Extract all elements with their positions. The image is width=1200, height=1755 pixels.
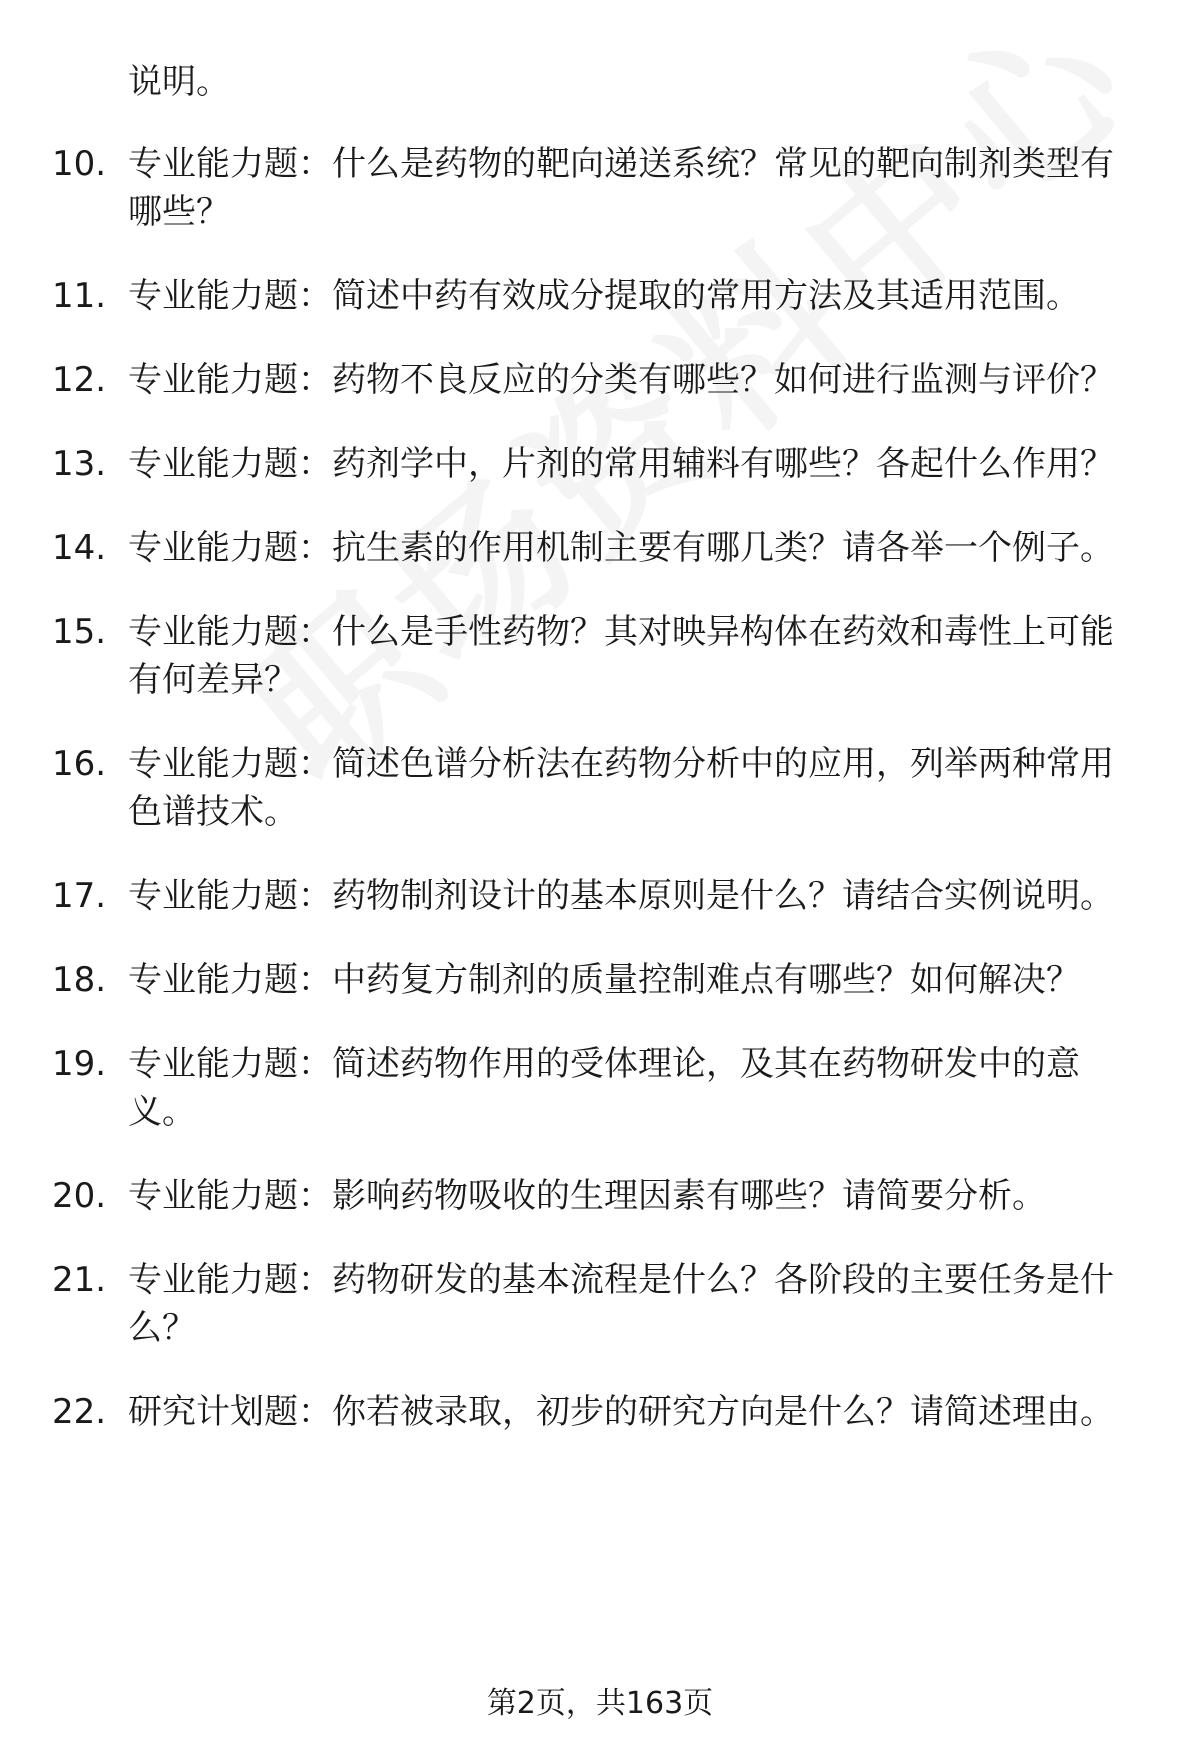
question-item bbox=[0, 1040, 1200, 1136]
question-number: 10. bbox=[52, 144, 107, 184]
question-text: 专业能力题：抗生素的作用机制主要有哪几类？请各举一个例子。 bbox=[128, 528, 1114, 568]
question-number: 21. bbox=[52, 1260, 107, 1300]
question-number: 22. bbox=[52, 1392, 107, 1432]
question-item bbox=[0, 956, 1200, 1004]
question-number: 15. bbox=[52, 612, 107, 652]
question-item bbox=[0, 272, 1200, 320]
question-number: 17. bbox=[52, 876, 107, 916]
question-item bbox=[0, 440, 1200, 488]
question-text: 研究计划题：你若被录取，初步的研究方向是什么？请简述理由。 bbox=[128, 1392, 1114, 1432]
question-item bbox=[0, 524, 1200, 572]
question-number: 14. bbox=[52, 528, 107, 568]
question-text: 专业能力题：药物不良反应的分类有哪些？如何进行监测与评价？ bbox=[128, 360, 1114, 400]
question-item bbox=[0, 740, 1200, 836]
question-number: 11. bbox=[52, 276, 107, 316]
question-item bbox=[0, 872, 1200, 920]
question-text: 专业能力题：简述中药有效成分提取的常用方法及其适用范围。 bbox=[128, 276, 1080, 316]
question-text: 专业能力题：什么是手性药物？其对映异构体在药效和毒性上可能有何差异？ bbox=[128, 612, 1114, 700]
question-text: 专业能力题：中药复方制剂的质量控制难点有哪些？如何解决？ bbox=[128, 960, 1080, 1000]
question-item bbox=[0, 1388, 1200, 1436]
continuation-text: 说明。 bbox=[128, 62, 230, 102]
question-text: 专业能力题：药剂学中，片剂的常用辅料有哪些？各起什么作用？ bbox=[128, 444, 1114, 484]
question-text: 专业能力题：药物研发的基本流程是什么？各阶段的主要任务是什么？ bbox=[128, 1260, 1114, 1348]
question-item bbox=[0, 140, 1200, 236]
question-item bbox=[0, 356, 1200, 404]
question-text: 专业能力题：什么是药物的靶向递送系统？常见的靶向制剂类型有哪些？ bbox=[128, 144, 1114, 232]
question-number: 19. bbox=[52, 1044, 107, 1084]
question-item bbox=[0, 608, 1200, 704]
question-text: 专业能力题：药物制剂设计的基本原则是什么？请结合实例说明。 bbox=[128, 876, 1114, 916]
question-text: 专业能力题：简述药物作用的受体理论，及其在药物研发中的意义。 bbox=[128, 1044, 1080, 1132]
question-number: 18. bbox=[52, 960, 107, 1000]
question-text: 专业能力题：影响药物吸收的生理因素有哪些？请简要分析。 bbox=[128, 1176, 1046, 1216]
page-number-footer: 第2页，共163页 bbox=[486, 1686, 714, 1721]
question-number: 20. bbox=[52, 1176, 107, 1216]
question-number: 12. bbox=[52, 360, 107, 400]
question-text: 专业能力题：简述色谱分析法在药物分析中的应用，列举两种常用色谱技术。 bbox=[128, 744, 1114, 832]
question-list bbox=[0, 140, 1200, 1472]
question-number: 16. bbox=[52, 744, 107, 784]
question-item bbox=[0, 1172, 1200, 1220]
question-item bbox=[0, 1256, 1200, 1352]
question-number: 13. bbox=[52, 444, 107, 484]
